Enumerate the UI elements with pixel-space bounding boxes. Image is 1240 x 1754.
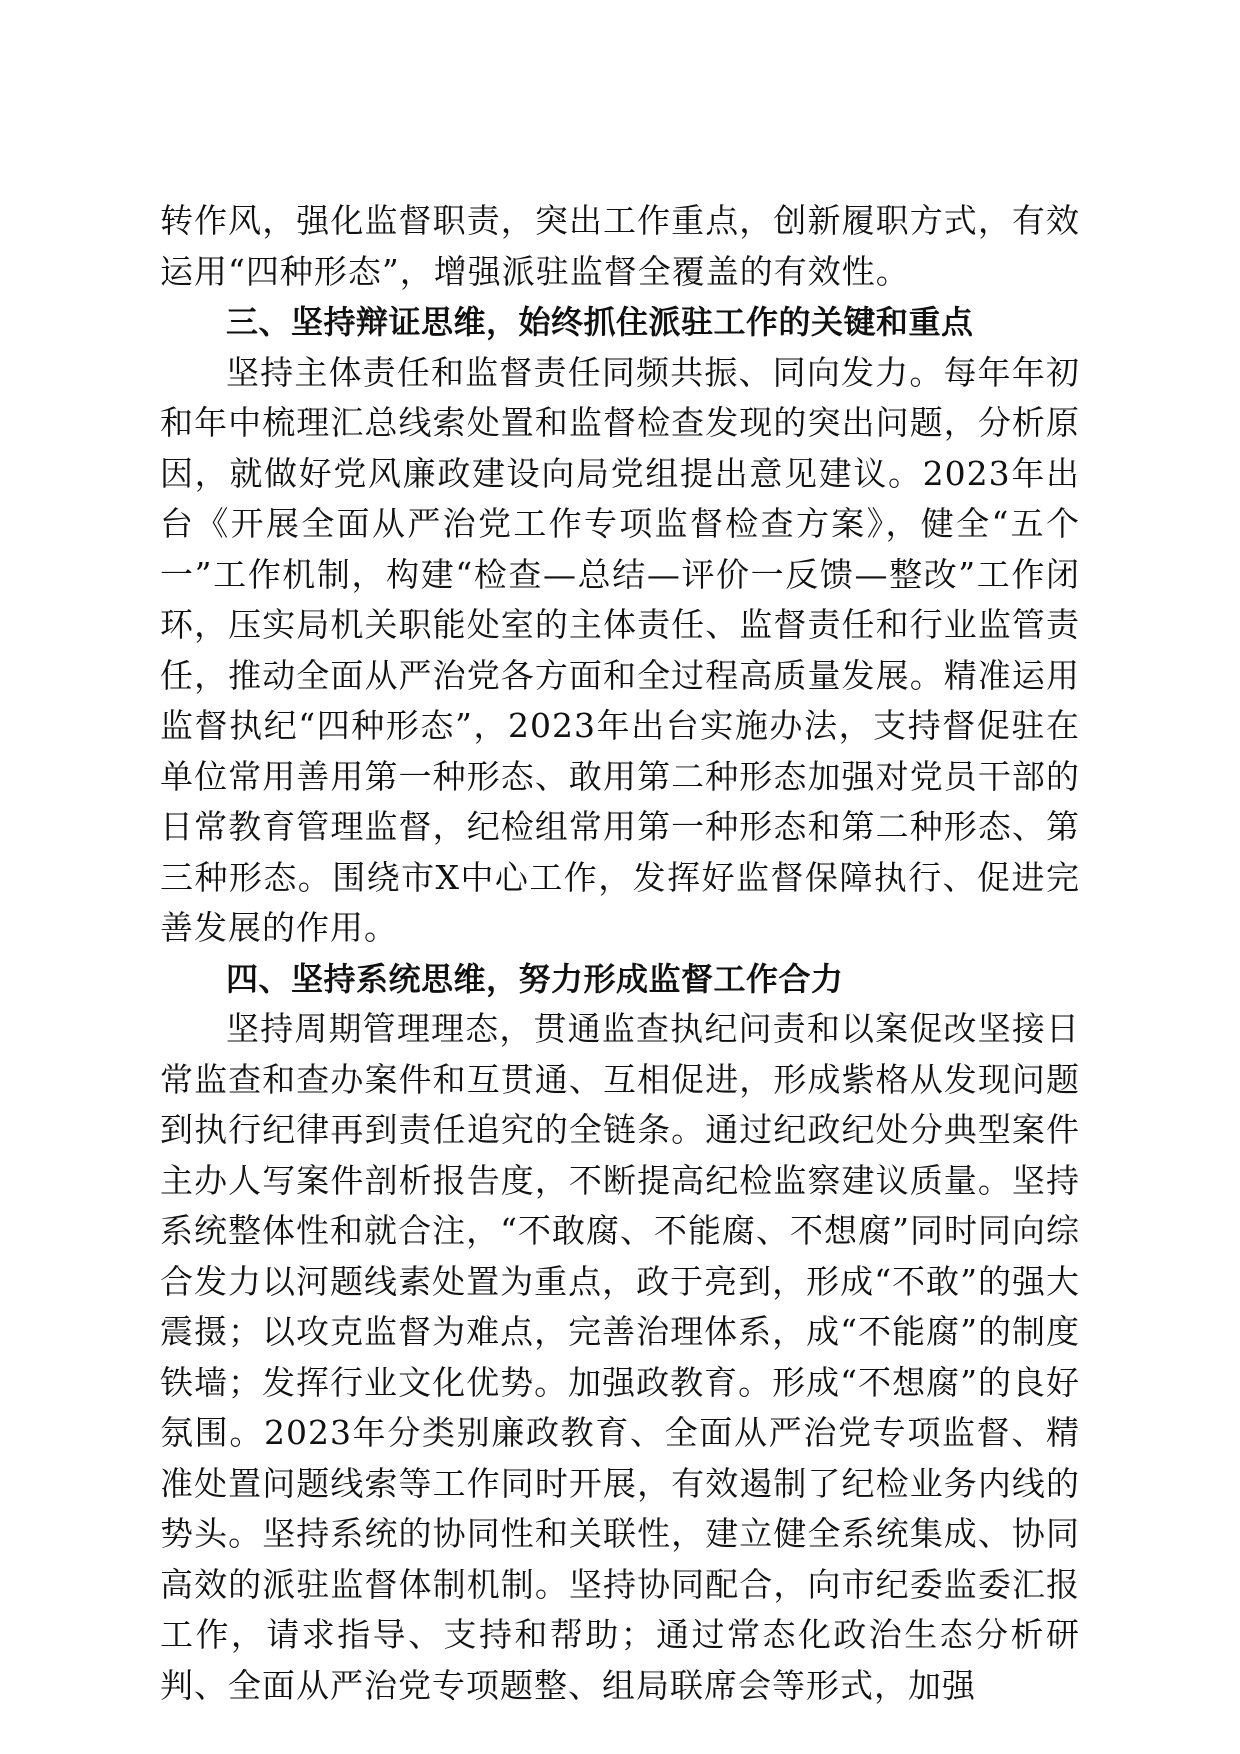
paragraph-section-4: 坚持周期管理理态，贯通监查执纪问责和以案促改坚接日常监查和查办案件和互贯通、互相促进，形成紫格从发现问题到执行纪律再到责任追究的全链条。通过纪政纪处分典型案件主办人写案件剖析报告度，不断提高纪检监察建议质量。坚持系统整体性和就合注，“不敢腐、不能腐、不想腐”同时同向综合发力以河题线素处置为重点，政于亮到，形成“不敢”的强大震摄；以攻克监督为难点，完善治理体系，成“不能腐”的制度铁墙；发挥行业文化优势。加强政教育。形成“不想腐”的良好氛围。2023年分类别廉政教育、全面从严治党专项监督、精准处置问题线索等工作同时开展，有效遏制了纪检业务内线的势头。坚持系统的协同性和关联性，建立健全系统集成、协同高效的派驻监督体制机制。坚持协同配合，向市纪委监委汇报工作，请求指导、支持和帮助；通过常态化政治生态分析研判、全面从严治党专项题整、组局联席会等形式，加强 [160, 1009, 1080, 1705]
section-heading-3: 三、坚持辩证思维，始终抓住派驻工作的关键和重点 [226, 303, 974, 341]
paragraph-section-3: 坚持主体责任和监督责任同频共振、同向发力。每年年初和年中梳理汇总线索处置和监督检查发现的突出问题，分析原因，就做好党风廉政建设向局党组提出意见建议。2023年出台《开展全面从严治党工作专项监督检查方案》，健全“五个一”工作机制，构建“检查—总结—评价一反馈—整改”工作闭环，压实局机关职能处室的主体责任、监督责任和行业监管责任，推动全面从严治党各方面和全过程高质量发展。精准运用监督执纪“四种形态”，2023年出台实施办法，支持督促驻在单位常用善用第一种形态、敢用第二种形态加强对党员干部的日常教育管理监督，纪检组常用第一种形态和第二种形态、第三种形态。围绕市X中心工作，发挥好监督保障执行、促进完善发展的作用。 [160, 352, 1080, 947]
paragraph-continued: 转作风，强化监督职责，突出工作重点，创新履职方式，有效运用“四种形态”，增强派驻监督全覆盖的有效性。 [160, 201, 1080, 291]
section-heading-4: 四、坚持系统思维，努力形成监督工作合力 [226, 959, 844, 998]
document-body [160, 196, 1080, 1711]
